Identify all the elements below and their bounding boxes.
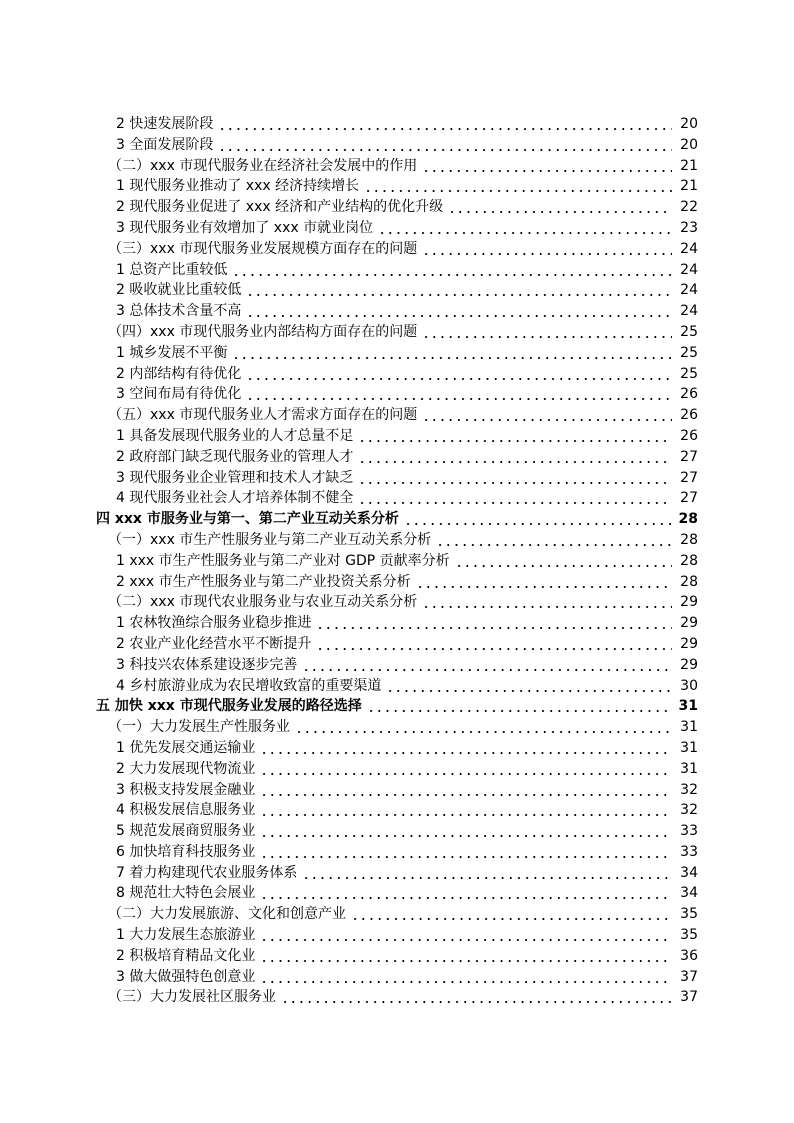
toc-page-number: 37 — [680, 989, 698, 1006]
toc-page-number: 21 — [680, 178, 698, 195]
toc-entry[interactable] — [0, 696, 794, 717]
toc-dot-leader — [434, 530, 674, 551]
toc-page-number: 31 — [678, 698, 698, 715]
toc-dot-leader — [216, 135, 674, 156]
toc-entry[interactable] — [0, 738, 794, 759]
toc-entry-title: 8 规范壮大特色会展业 — [116, 885, 256, 902]
toc-entry[interactable] — [0, 301, 794, 322]
toc-entry-title: （一）大力发展生产性服务业 — [108, 719, 290, 736]
toc-dot-leader — [244, 280, 674, 301]
toc-page-number: 31 — [680, 739, 698, 756]
toc-page-number: 27 — [680, 469, 698, 486]
toc-entry[interactable] — [0, 530, 794, 551]
toc-entry-title: 五 加快 xxx 市现代服务业发展的路径选择 — [96, 698, 362, 715]
toc-entry[interactable] — [0, 634, 794, 655]
toc-entry-title: 1 xxx 市生产性服务业与第二产业对 GDP 贡献率分析 — [116, 552, 450, 569]
toc-entry-title: 四 xxx 市服务业与第一、第二产业互动关系分析 — [96, 511, 399, 528]
toc-page-number: 32 — [680, 781, 698, 798]
toc-dot-leader — [279, 987, 674, 1008]
toc-entry[interactable] — [0, 946, 794, 967]
toc-entry[interactable] — [0, 509, 794, 530]
toc-entry-title: 1 大力发展生态旅游业 — [116, 927, 256, 944]
toc-page-number: 25 — [680, 365, 698, 382]
toc-page-number: 26 — [680, 407, 698, 424]
toc-entry-title: 2 xxx 市生产性服务业与第二产业投资关系分析 — [116, 573, 411, 590]
toc-dot-leader — [258, 738, 674, 759]
toc-entry-title: （三）xxx 市现代服务业发展规模方面存在的问题 — [108, 240, 418, 257]
toc-entry-title: （二）大力发展旅游、文化和创意产业 — [108, 906, 346, 923]
toc-entry[interactable] — [0, 925, 794, 946]
toc-entry-title: 2 吸收就业比重较低 — [116, 282, 242, 299]
toc-page-number: 24 — [680, 261, 698, 278]
toc-entry-title: （二）xxx 市现代农业服务业与农业互动关系分析 — [108, 594, 418, 611]
toc-entry-title: 3 积极支持发展金融业 — [116, 781, 256, 798]
toc-dot-leader — [258, 821, 674, 842]
toc-page-number: 31 — [680, 719, 698, 736]
toc-entry-title: （二）xxx 市现代服务业在经济社会发展中的作用 — [108, 157, 418, 174]
toc-page-number: 28 — [678, 511, 698, 528]
toc-entry[interactable] — [0, 114, 794, 135]
toc-dot-leader — [314, 634, 674, 655]
toc-dot-leader — [300, 655, 674, 676]
toc-entry-title: 1 农林牧渔综合服务业稳步推进 — [116, 615, 312, 632]
table-of-contents — [0, 114, 794, 1008]
toc-entry[interactable] — [0, 592, 794, 613]
toc-page-number: 29 — [680, 594, 698, 611]
toc-entry[interactable] — [0, 613, 794, 634]
toc-entry-title: 1 总资产比重较低 — [116, 261, 228, 278]
toc-dot-leader — [420, 156, 674, 177]
toc-entry[interactable] — [0, 863, 794, 884]
toc-dot-leader — [453, 551, 674, 572]
toc-entry[interactable] — [0, 239, 794, 260]
toc-entry[interactable] — [0, 821, 794, 842]
toc-dot-leader — [420, 239, 674, 260]
toc-dot-leader — [230, 260, 674, 281]
toc-entry-title: 4 积极发展信息服务业 — [116, 802, 256, 819]
toc-dot-leader — [258, 800, 674, 821]
toc-entry[interactable] — [0, 280, 794, 301]
toc-dot-leader — [258, 925, 674, 946]
toc-entry[interactable] — [0, 551, 794, 572]
toc-entry[interactable] — [0, 842, 794, 863]
toc-dot-leader — [258, 780, 674, 801]
toc-entry-title: 3 现代服务业企业管理和技术人才缺乏 — [116, 469, 354, 486]
toc-page-number: 26 — [680, 427, 698, 444]
toc-entry-title: 2 政府部门缺乏现代服务业的管理人才 — [116, 448, 354, 465]
toc-dot-leader — [356, 488, 674, 509]
toc-dot-leader — [376, 218, 674, 239]
toc-dot-leader — [258, 967, 674, 988]
toc-entry[interactable] — [0, 488, 794, 509]
toc-entry-title: 1 具备发展现代服务业的人才总量不足 — [116, 427, 354, 444]
toc-dot-leader — [258, 842, 674, 863]
toc-entry-title: 3 科技兴农体系建设逐步完善 — [116, 656, 298, 673]
toc-entry[interactable] — [0, 156, 794, 177]
toc-page-number: 32 — [680, 802, 698, 819]
toc-page-number: 24 — [680, 282, 698, 299]
toc-entry[interactable] — [0, 426, 794, 447]
toc-entry[interactable] — [0, 343, 794, 364]
toc-entry[interactable] — [0, 904, 794, 925]
toc-page-number: 27 — [680, 490, 698, 507]
toc-dot-leader — [420, 592, 674, 613]
toc-entry-title: （三）大力发展社区服务业 — [108, 989, 276, 1006]
toc-page-number: 22 — [680, 199, 698, 216]
toc-page-number: 33 — [680, 843, 698, 860]
toc-entry[interactable] — [0, 176, 794, 197]
toc-entry[interactable] — [0, 447, 794, 468]
toc-page-number: 35 — [680, 927, 698, 944]
toc-dot-leader — [258, 883, 674, 904]
toc-dot-leader — [244, 384, 674, 405]
toc-entry-title: 7 着力构建现代农业服务体系 — [116, 864, 298, 881]
toc-page-number: 31 — [680, 760, 698, 777]
toc-page-number: 29 — [680, 635, 698, 652]
toc-page-number: 26 — [680, 386, 698, 403]
toc-entry-title: 4 现代服务业社会人才培养体制不健全 — [116, 490, 354, 507]
toc-dot-leader — [420, 405, 674, 426]
toc-dot-leader — [244, 301, 674, 322]
toc-page-number: 35 — [680, 906, 698, 923]
toc-dot-leader — [356, 447, 674, 468]
toc-page-number: 24 — [680, 240, 698, 257]
toc-page-number: 28 — [680, 531, 698, 548]
toc-entry[interactable] — [0, 800, 794, 821]
toc-page-number: 30 — [680, 677, 698, 694]
toc-dot-leader — [230, 343, 674, 364]
toc-entry[interactable] — [0, 218, 794, 239]
toc-dot-leader — [244, 364, 674, 385]
toc-entry-title: 3 做大做强特色创意业 — [116, 968, 256, 985]
toc-page-number: 34 — [680, 885, 698, 902]
toc-page-number: 36 — [680, 947, 698, 964]
toc-entry-title: 3 总体技术含量不高 — [116, 303, 242, 320]
toc-entry[interactable] — [0, 967, 794, 988]
toc-dot-leader — [446, 197, 674, 218]
toc-entry[interactable] — [0, 364, 794, 385]
toc-dot-leader — [258, 946, 674, 967]
toc-entry-title: （四）xxx 市现代服务业内部结构方面存在的问题 — [108, 323, 418, 340]
toc-page-number: 25 — [680, 323, 698, 340]
toc-entry-title: 3 全面发展阶段 — [116, 136, 214, 153]
toc-entry[interactable] — [0, 405, 794, 426]
toc-entry[interactable] — [0, 676, 794, 697]
toc-dot-leader — [384, 676, 674, 697]
toc-dot-leader — [365, 696, 674, 717]
toc-dot-leader — [314, 613, 674, 634]
toc-entry-title: 2 现代服务业促进了 xxx 经济和产业结构的优化升级 — [116, 199, 444, 216]
toc-page-number: 25 — [680, 344, 698, 361]
toc-dot-leader — [420, 322, 674, 343]
toc-entry[interactable] — [0, 572, 794, 593]
toc-entry[interactable] — [0, 135, 794, 156]
toc-entry-title: 1 城乡发展不平衡 — [116, 344, 228, 361]
toc-entry[interactable] — [0, 717, 794, 738]
toc-entry[interactable] — [0, 197, 794, 218]
toc-entry[interactable] — [0, 260, 794, 281]
toc-page-number: 20 — [680, 116, 698, 132]
toc-dot-leader — [349, 904, 674, 925]
toc-entry[interactable] — [0, 780, 794, 801]
toc-entry-title: （一）xxx 市生产性服务业与第二产业互动关系分析 — [108, 531, 432, 548]
toc-entry[interactable] — [0, 655, 794, 676]
toc-entry-title: 2 农业产业化经营水平不断提升 — [116, 635, 312, 652]
toc-page-number: 34 — [680, 864, 698, 881]
toc-page-number: 23 — [680, 219, 698, 236]
toc-page-number: 33 — [680, 823, 698, 840]
toc-page-number: 37 — [680, 968, 698, 985]
toc-entry-title: 2 内部结构有待优化 — [116, 365, 242, 382]
toc-entry-title: （五）xxx 市现代服务业人才需求方面存在的问题 — [108, 407, 418, 424]
toc-entry[interactable] — [0, 322, 794, 343]
toc-entry[interactable] — [0, 987, 794, 1008]
toc-entry-title: 4 乡村旅游业成为农民增收致富的重要渠道 — [116, 677, 382, 694]
toc-entry-title: 3 现代服务业有效增加了 xxx 市就业岗位 — [116, 219, 374, 236]
toc-page-number: 28 — [680, 552, 698, 569]
toc-page-number: 27 — [680, 448, 698, 465]
toc-page-number: 21 — [680, 157, 698, 174]
toc-entry[interactable] — [0, 384, 794, 405]
toc-entry-title: 5 规范发展商贸服务业 — [116, 823, 256, 840]
toc-entry-title: 2 大力发展现代物流业 — [116, 760, 256, 777]
toc-entry[interactable] — [0, 883, 794, 904]
toc-page-number: 20 — [680, 136, 698, 153]
toc-page-number: 24 — [680, 303, 698, 320]
toc-entry-title: 2 积极培育精品文化业 — [116, 947, 256, 964]
toc-dot-leader — [414, 572, 674, 593]
toc-entry-title: 3 空间布局有待优化 — [116, 386, 242, 403]
toc-dot-leader — [258, 759, 674, 780]
toc-dot-leader — [356, 468, 674, 489]
toc-entry-title: 1 优先发展交通运输业 — [116, 739, 256, 756]
toc-entry-title: 2 快速发展阶段 — [116, 116, 214, 132]
toc-dot-leader — [300, 863, 674, 884]
toc-page-number: 29 — [680, 615, 698, 632]
toc-page-number: 28 — [680, 573, 698, 590]
toc-entry-title: 1 现代服务业推动了 xxx 经济持续增长 — [116, 178, 360, 195]
toc-dot-leader — [402, 509, 674, 530]
toc-dot-leader — [362, 176, 674, 197]
toc-entry[interactable] — [0, 468, 794, 489]
toc-dot-leader — [216, 114, 674, 135]
toc-dot-leader — [356, 426, 674, 447]
toc-page-number: 29 — [680, 656, 698, 673]
toc-entry[interactable] — [0, 759, 794, 780]
toc-entry-title: 6 加快培育科技服务业 — [116, 843, 256, 860]
toc-dot-leader — [293, 717, 674, 738]
